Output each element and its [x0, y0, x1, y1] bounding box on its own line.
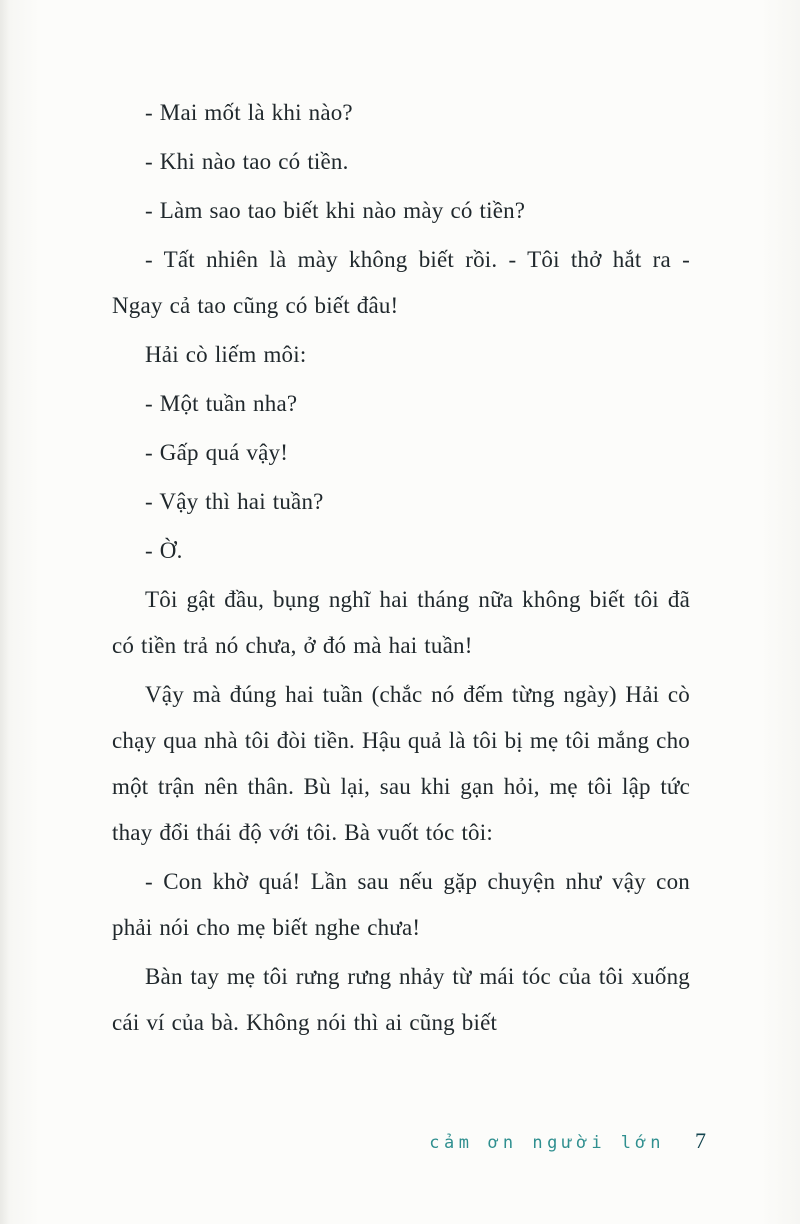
dialogue-line: - Vậy thì hai tuần? [145, 489, 324, 514]
dialogue-line: - Gấp quá vậy! [145, 440, 289, 465]
narration-paragraph: Tôi gật đầu, bụng nghĩ hai tháng nữa không biết tôi đã có tiền trả nó chưa, ở đó mà hai tuần! [112, 587, 690, 658]
dialogue-line: - Con khờ quá! Lần sau nếu gặp chuyện như vậy con phải nói cho mẹ biết nghe chưa! [112, 869, 690, 940]
dialogue-line: - Tất nhiên là mày không biết rồi. - Tôi thở hắt ra - Ngay cả tao cũng có biết đâu! [112, 247, 690, 318]
dialogue-line: - Ờ. [145, 538, 183, 563]
dialogue-line: - Khi nào tao có tiền. [145, 149, 349, 174]
dialogue-line: - Một tuần nha? [145, 391, 298, 416]
page-number: 7 [695, 1128, 706, 1153]
page-footer [112, 1128, 706, 1154]
dialogue-line: - Mai mốt là khi nào? [145, 100, 353, 125]
narration-paragraph: Bàn tay mẹ tôi rưng rưng nhảy từ mái tóc của tôi xuống cái ví của bà. Không nói thì ai cũng biết [112, 964, 690, 1035]
running-title: cảm ơn người lớn [429, 1133, 665, 1153]
dialogue-line: - Làm sao tao biết khi nào mày có tiền? [145, 198, 526, 223]
narration-paragraph: Vậy mà đúng hai tuần (chắc nó đếm từng ngày) Hải cò chạy qua nhà tôi đòi tiền. Hậu quả là tôi bị mẹ tôi mắng cho một trận nên thân. Bù lại, sau khi gạn hỏi, mẹ tôi lập tức thay đổi thái độ với tôi. Bà vuốt tóc tôi: [112, 682, 690, 845]
narration-line: Hải cò liếm môi: [145, 342, 307, 367]
text-block [112, 90, 690, 1049]
